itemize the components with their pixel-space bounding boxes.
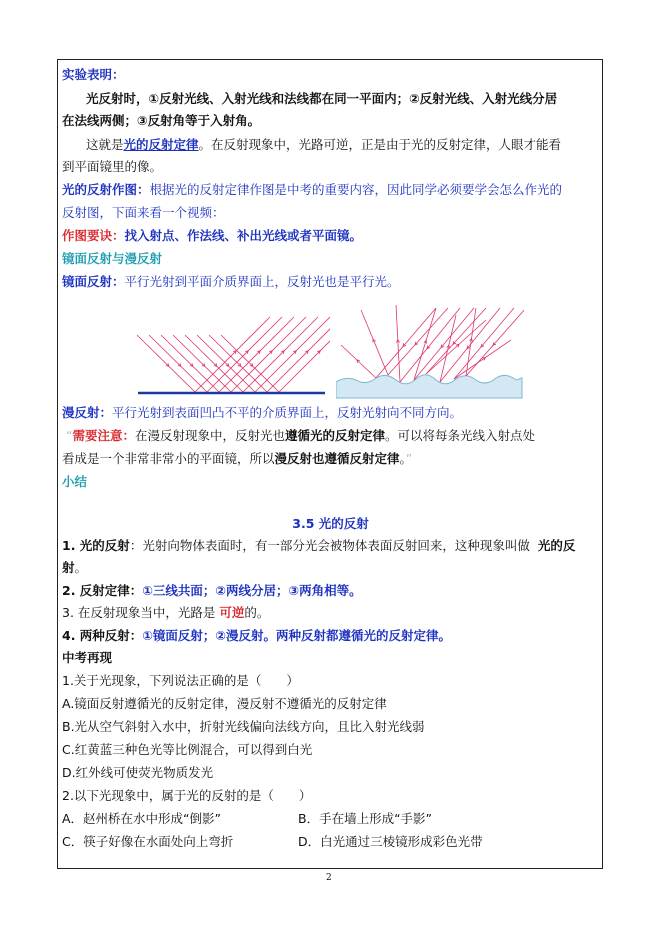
summary-item1-cont — [62, 560, 87, 576]
section-title: 3.5 光的反射 — [292, 516, 369, 531]
experiment-heading: 实验表明： — [62, 67, 125, 82]
requirement-text: 找入射点、作法线、补出光线或者平面镜。 — [124, 228, 363, 243]
reflected-ray — [207, 317, 282, 392]
question-2-option-d: D．白光通过三棱镜形成彩色光带 — [298, 834, 483, 849]
summary-item1-term2: 射 — [62, 560, 75, 575]
question-1-option-c: C.红黄蓝三种色光等比例混合，可以得到白光 — [62, 742, 313, 757]
question-1-option-d: D.红外线可使荧光物质发光 — [62, 765, 214, 780]
experiment-line1-b: ①反射光线、入射光线和法线都在同一平面内；②反射光线、入射光线分居 — [148, 91, 558, 106]
summary-item1-label: 1. 光的反射 — [62, 538, 130, 553]
note-bold-a: 遵循光的反射定律 — [285, 428, 386, 443]
note-text-b: 。可以将每条光线入射点处 — [385, 428, 536, 443]
note-line2-a: 看成是一个非常非常小的平面镜，所以 — [62, 451, 275, 466]
experiment-line4: 到平面镜里的像。 — [62, 159, 163, 174]
summary-item2-text: ①三线共面；②两线分居；③两角相等。 — [142, 583, 362, 598]
question-2-option-c: C．筷子好像在水面处向上弯折 — [62, 834, 234, 849]
drawing-requirement — [62, 228, 362, 244]
diffuse-reflected-ray — [396, 305, 400, 382]
experiment-line3 — [86, 137, 561, 153]
reflected-ray — [195, 317, 270, 392]
mirror-line — [62, 274, 400, 290]
summary-item1-term: 光的反 — [537, 538, 576, 553]
mirror-section-title: 镜面反射与漫反射 — [62, 251, 163, 266]
incident-ray — [197, 335, 255, 392]
diffuse-line — [62, 405, 462, 421]
summary-title: 小结 — [62, 474, 88, 489]
diffuse-incident-ray — [454, 308, 514, 379]
diffuse-note-line1 — [66, 428, 535, 444]
note-close-quote: ” — [405, 451, 413, 466]
summary-item3-b: 的。 — [244, 605, 270, 620]
reflected-ray — [267, 317, 330, 392]
drawing-line1 — [62, 182, 562, 198]
summary-item3-reversible: 可逆 — [219, 605, 245, 620]
specular-reflection-figure — [135, 300, 330, 398]
incident-ray — [185, 335, 243, 392]
requirement-label: 作图要诀： — [62, 228, 125, 243]
summary-item1-text: ：光射向物体表面时，有一部分光会被物体表面反射回来，这种现象叫做 — [129, 538, 530, 553]
diffuse-note-line2 — [62, 451, 412, 467]
incident-ray — [137, 335, 195, 392]
drawing-text1: 根据光的反射定律作图是中考的重要内容，因此同学必须要学会怎么作光的 — [149, 182, 563, 197]
summary-item2 — [62, 583, 362, 599]
summary-item4 — [62, 628, 451, 644]
question-1-option-a: A.镜面反射遵循光的反射定律，漫反射不遵循光的反射定律 — [62, 696, 387, 711]
incident-ray — [209, 335, 267, 392]
note-text-a: 在漫反射现象中，反射光也 — [135, 428, 286, 443]
summary-item1-end: 。 — [74, 560, 88, 575]
diffuse-reflection-figure — [336, 300, 524, 400]
page-number: 2 — [326, 873, 332, 883]
exam-title: 中考再现 — [62, 650, 113, 665]
diffuse-text: 平行光射到表面凹凸不平的介质界面上，反射光射向不同方向。 — [112, 405, 463, 420]
summary-item4-label: 4. 两种反射： — [62, 628, 143, 643]
summary-item2-label: 2. 反射定律： — [62, 583, 143, 598]
incident-ray — [149, 335, 207, 392]
summary-item3-a: 3. 在反射现象当中，光路是 — [62, 605, 216, 620]
diffuse-label: 漫反射： — [62, 405, 113, 420]
question-1: 1.关于光现象，下列说法正确的是（ ） — [62, 673, 299, 688]
experiment-line3-b: 。在反射现象中，光路可逆，正是由于光的反射定律，人眼才能看 — [198, 137, 562, 152]
question-1-option-b: B.光从空气斜射入水中，折射光线偏向法线方向，且比入射光线弱 — [62, 719, 425, 734]
question-2: 2.以下光现象中，属于光的反射的是（ ） — [62, 788, 312, 803]
incident-ray — [221, 335, 279, 392]
mirror-label: 镜面反射： — [62, 274, 125, 289]
incident-ray — [161, 335, 219, 392]
note-end: 。 — [399, 451, 406, 466]
question-2-option-a: A．赵州桥在水中形成“倒影” — [62, 811, 222, 826]
reflected-ray — [219, 317, 294, 392]
note-bold-b: 漫反射也遵循反射定律 — [274, 451, 400, 466]
summary-item4-text: ①镜面反射；②漫反射。两种反射都遵循光的反射定律。 — [142, 628, 451, 643]
diffuse-reflected-ray — [341, 345, 376, 378]
incident-ray — [173, 335, 231, 392]
reflected-ray — [231, 317, 306, 392]
experiment-line1-a: 光反射时， — [86, 91, 149, 106]
diffuse-incident-ray — [414, 308, 474, 380]
summary-item1 — [62, 538, 575, 554]
summary-item3 — [62, 605, 269, 621]
experiment-line1 — [86, 91, 557, 107]
reflection-law-term: 光的反射定律 — [123, 137, 199, 152]
reflected-ray — [255, 317, 330, 392]
note-open-quote: “ — [66, 428, 73, 443]
drawing-label: 光的反射作图： — [62, 182, 150, 197]
diffuse-reflected-ray — [426, 320, 486, 374]
reflected-ray — [243, 317, 318, 392]
note-label: 需要注意： — [72, 428, 135, 443]
experiment-line3-a: 这就是 — [86, 137, 124, 152]
drawing-line2: 反射图，下面来看一个视频： — [62, 205, 225, 220]
mirror-text: 平行光射到平面介质界面上，反射光也是平行光。 — [124, 274, 400, 289]
experiment-line2: 在法线两侧；③反射角等于入射角。 — [62, 113, 261, 128]
diffuse-reflected-ray — [361, 310, 388, 375]
question-2-option-b: B．手在墙上形成“手影” — [298, 811, 433, 826]
